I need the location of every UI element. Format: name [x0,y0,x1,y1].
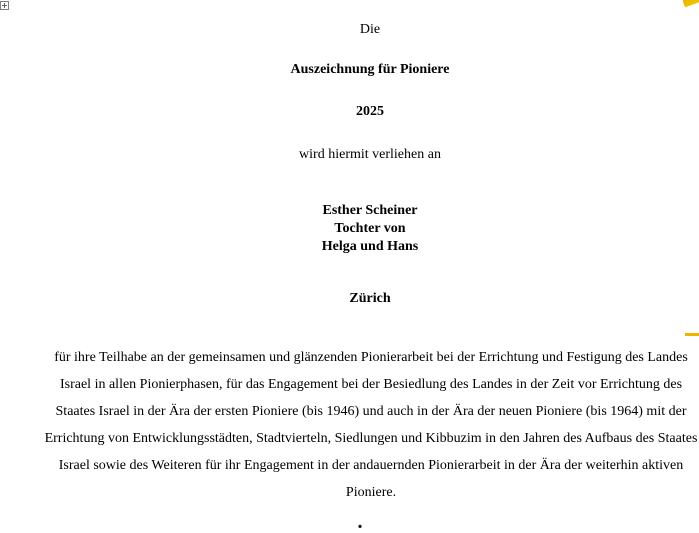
citation-line: für ihre Teilhabe an der gemeinsamen und glänzenden Pionierarbeit bei der Errichtung und Festigung des Landes [54,350,688,365]
citation-line: Errichtung von Entwicklungsstädten, Stadtvierteln, Siedlungen und Kibbuzim in den Jahren des Aufbaus des Staates [44,431,698,446]
granted-text: wird hiermit verliehen an [299,147,441,162]
trailing-mark: . [357,511,363,533]
award-year: 2025 [356,104,384,119]
citation-line: Israel sowie des Weiteren für ihr Engagement in der andauernden Pionierarbeit in der Ära der weiterhin aktiven [58,458,684,473]
recipient-relation: Tochter von [334,221,406,236]
citation-paragraph [30,344,699,506]
citation-line: Staates Israel in der Ära der ersten Pioniere (bis 1946) und auch in der Ära der neuen Pioniere (bis 1964) mit der [55,404,687,419]
citation-line: Israel in allen Pionierphasen, für das Engagement bei der Besiedlung des Landes in der Zeit vor Errichtung des [59,377,683,392]
gold-corner-decoration [683,0,699,12]
intro-article: Die [359,22,381,37]
citation-line: Pioniere. [345,485,397,500]
recipient-name: Esther Scheiner [322,203,418,218]
table-move-handle-icon[interactable] [0,1,9,10]
recipient-parents: Helga und Hans [321,239,419,254]
recipient-city: Zürich [349,291,391,306]
gold-edge-decoration [685,333,699,336]
award-title: Auszeichnung für Pioniere [290,62,450,77]
